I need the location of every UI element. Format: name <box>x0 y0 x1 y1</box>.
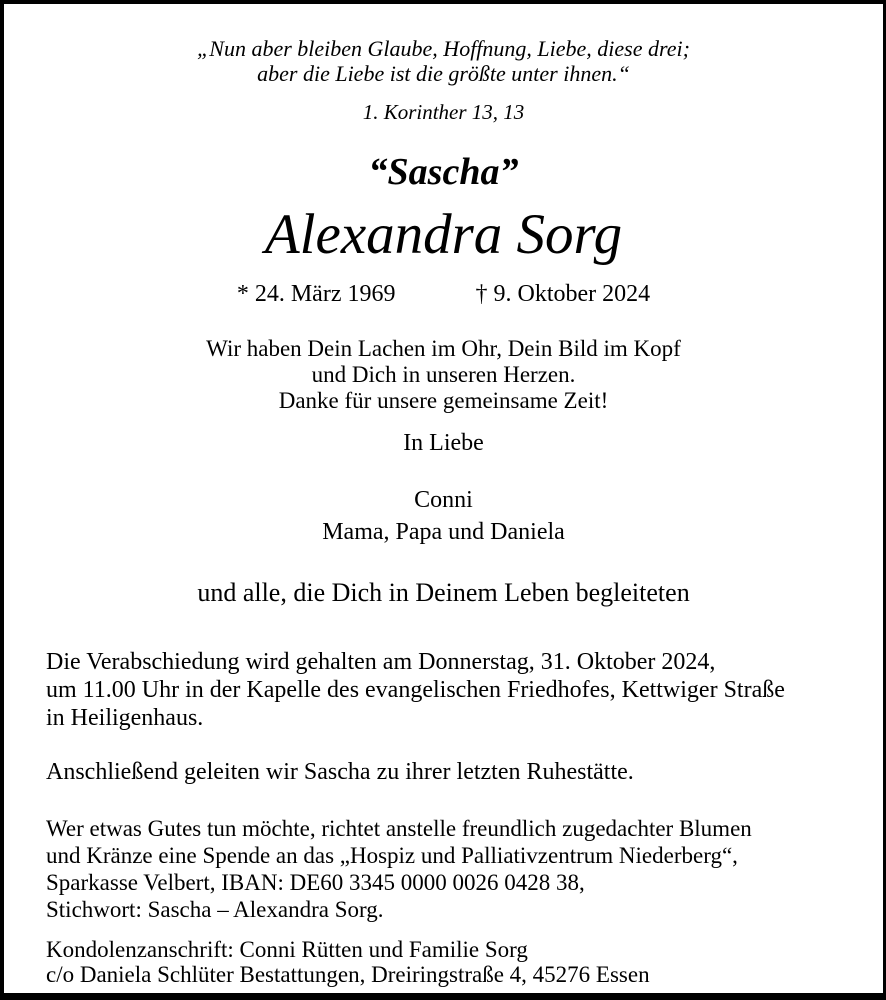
funeral-service-line: Die Verabschiedung wird gehalten am Donnerstag, 31. Oktober 2024, <box>46 649 716 675</box>
funeral-service-line: in Heiligenhaus. <box>46 705 204 731</box>
bible-quote-line: aber die Liebe ist die größte unter ihnen.“ <box>257 61 630 86</box>
burial-info: Anschließend geleiten wir Sascha zu ihrer letzten Ruhestätte. <box>46 759 634 785</box>
closing-salutation: In Liebe <box>403 430 484 456</box>
donation-info <box>46 815 841 923</box>
birth-date: * 24. März 1969 <box>236 281 396 307</box>
funeral-service-info <box>46 648 841 732</box>
mourner-line: Mama, Papa und Daniela <box>322 519 565 545</box>
deceased-name: Alexandra Sorg <box>264 203 623 266</box>
bible-reference: 1. Korinther 13, 13 <box>362 100 525 124</box>
life-dates <box>46 280 841 308</box>
tribute-line: Danke für unsere gemeinsame Zeit! <box>278 388 609 413</box>
bible-quote <box>46 36 841 86</box>
condolence-line: c/o Daniela Schlüter Bestattungen, Dreiringstraße 4, 45276 Essen <box>46 962 650 987</box>
donation-line: Stichwort: Sascha – Alexandra Sorg. <box>46 897 384 922</box>
donation-line: und Kränze eine Spende an das „Hospiz und Palliativzentrum Niederberg“, <box>46 843 738 868</box>
tribute-line: und Dich in unseren Herzen. <box>311 362 576 387</box>
deceased-nickname: “Sascha” <box>368 151 519 193</box>
funeral-service-line: um 11.00 Uhr in der Kapelle des evangelischen Friedhofes, Kettwiger Straße <box>46 677 785 703</box>
companions-line: und alle, die Dich in Deinem Leben begleiteten <box>197 578 690 607</box>
death-date: † 9. Oktober 2024 <box>475 281 651 307</box>
tribute-line: Wir haben Dein Lachen im Ohr, Dein Bild im Kopf <box>206 336 681 361</box>
bible-quote-line: „Nun aber bleiben Glaube, Hoffnung, Liebe, diese drei; <box>197 36 690 61</box>
donation-line: Wer etwas Gutes tun möchte, richtet anstelle freundlich zugedachter Blumen <box>46 816 752 841</box>
donation-line: Sparkasse Velbert, IBAN: DE60 3345 0000 0026 0428 38, <box>46 870 585 895</box>
mourner-line: Conni <box>414 487 473 513</box>
tribute-text <box>46 336 841 414</box>
condolence-line: Kondolenzanschrift: Conni Rütten und Familie Sorg <box>46 937 528 962</box>
mourners-list <box>46 484 841 548</box>
condolence-address <box>46 937 841 987</box>
